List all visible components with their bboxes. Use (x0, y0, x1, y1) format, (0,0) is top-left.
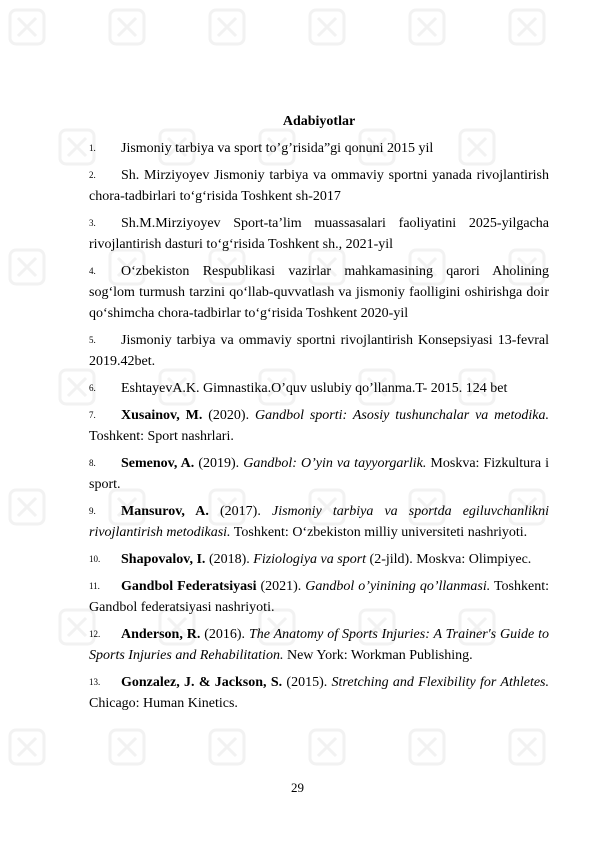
reference-year: (2019). (194, 456, 244, 471)
page-title: Adabiyotlar (282, 114, 356, 129)
reference-title: Stretching and Flexibility for Athletes. (331, 675, 549, 690)
reference-number: 11. (89, 581, 100, 591)
reference-year: (2015). (282, 675, 332, 690)
reference-publisher: Chicago: Human Kinetics. (89, 696, 238, 711)
reference-publisher: Toshkent: Gandbol federatsiyasi nashriyoti. (89, 579, 549, 615)
reference-text: O‘zbekiston Respublikasi vazirlar mahkamasining qarori Aholining sog‘lom turmush tarzini qo‘llab-quvvatlash va jismoniy faolligini oshirishga doir qo‘shimcha chora-tadbirlar to‘g‘risida Toshkent 2020-yil (89, 264, 549, 321)
reference-number: 5. (89, 335, 96, 345)
reference-number: 13. (89, 677, 101, 687)
reference-number: 2. (89, 170, 96, 180)
reference-publisher: (2-jild). Moskva: Olimpiyec. (366, 552, 532, 567)
reference-number: 6. (89, 383, 96, 393)
reference-author: Xusainov, M. (121, 408, 203, 423)
reference-year: (2017). (208, 504, 272, 519)
reference-title: Jismoniy tarbiya va sportda egiluvchanlikni rivojlantirish metodikasi. (89, 504, 550, 540)
reference-number: 1. (89, 143, 96, 153)
reference-number: 3. (89, 218, 96, 228)
reference-number: 8. (89, 458, 96, 468)
reference-text: Sh.M.Mirziyoyev Sport-ta’lim muassasalari faoliyatini 2025-yilgacha rivojlantirish dasturi to‘g‘risida Toshkent sh., 2021-yil (89, 216, 549, 252)
reference-item (89, 213, 549, 255)
reference-author: Anderson, R. (121, 627, 201, 642)
reference-author: Shapovalov, I. (121, 552, 206, 567)
reference-publisher: Toshkent: O‘zbekiston milliy universiteti nashriyoti. (230, 525, 528, 540)
reference-number: 9. (89, 506, 96, 516)
reference-item (89, 576, 549, 618)
reference-number: 12. (89, 629, 101, 639)
reference-year: (2021). (256, 579, 306, 594)
reference-item (89, 405, 549, 447)
reference-author: Gonzalez, J. & Jackson, S. (121, 675, 283, 690)
reference-author: Semenov, A. (121, 456, 195, 471)
reference-item (89, 453, 549, 495)
reference-text: EshtayevA.K. Gimnastika.O’quv uslubiy qo’llanma.T- 2015. 124 bet (121, 381, 508, 396)
reference-text: Sh. Mirziyoyev Jismoniy tarbiya va ommaviy sportni yanada rivojlantirish chora-tadbirlari to‘g‘risida Toshkent sh-2017 (89, 168, 549, 204)
reference-year: (2018). (205, 552, 254, 567)
reference-item (89, 624, 549, 666)
reference-text: Jismoniy tarbiya va sport to’g’risida”gi qonuni 2015 yil (121, 141, 434, 156)
reference-number: 7. (89, 410, 96, 420)
reference-year: (2016). (200, 627, 249, 642)
reference-title: Gandbol: O’yin va tayyorgarlik. (243, 456, 427, 471)
reference-item (89, 165, 549, 207)
reference-item (89, 330, 549, 372)
page-number: 29 (291, 780, 304, 795)
reference-publisher: Toshkent: Sport nashrlari. (89, 429, 234, 444)
reference-text: Jismoniy tarbiya va ommaviy sportni rivojlantirish Konsepsiyasi 13-fevral 2019.42bet. (89, 333, 549, 369)
document-page (89, 112, 549, 720)
reference-title: Fiziologiya va sport (253, 552, 367, 567)
reference-item (89, 378, 549, 399)
reference-author: Mansurov, A. (121, 504, 209, 519)
reference-item (89, 261, 549, 324)
reference-item (89, 549, 549, 570)
reference-publisher: New York: Workman Publishing. (283, 648, 473, 663)
reference-author: Gandbol Federatsiyasi (121, 579, 257, 594)
reference-number: 4. (89, 266, 96, 276)
reference-publisher: Moskva: Fizkultura i sport. (89, 456, 549, 492)
reference-item (89, 138, 549, 159)
reference-list (89, 138, 549, 714)
reference-title: Gandbol sporti: Asosiy tushunchalar va metodika. (254, 408, 549, 423)
reference-year: (2020). (202, 408, 255, 423)
reference-item (89, 672, 549, 714)
reference-title: Gandbol o’yinining qo’llanmasi. (305, 579, 491, 594)
reference-number: 10. (89, 554, 101, 564)
reference-item (89, 501, 549, 543)
reference-title: The Anatomy of Sports Injuries: A Trainer's Guide to Sports Injuries and Rehabilitation. (89, 627, 549, 663)
